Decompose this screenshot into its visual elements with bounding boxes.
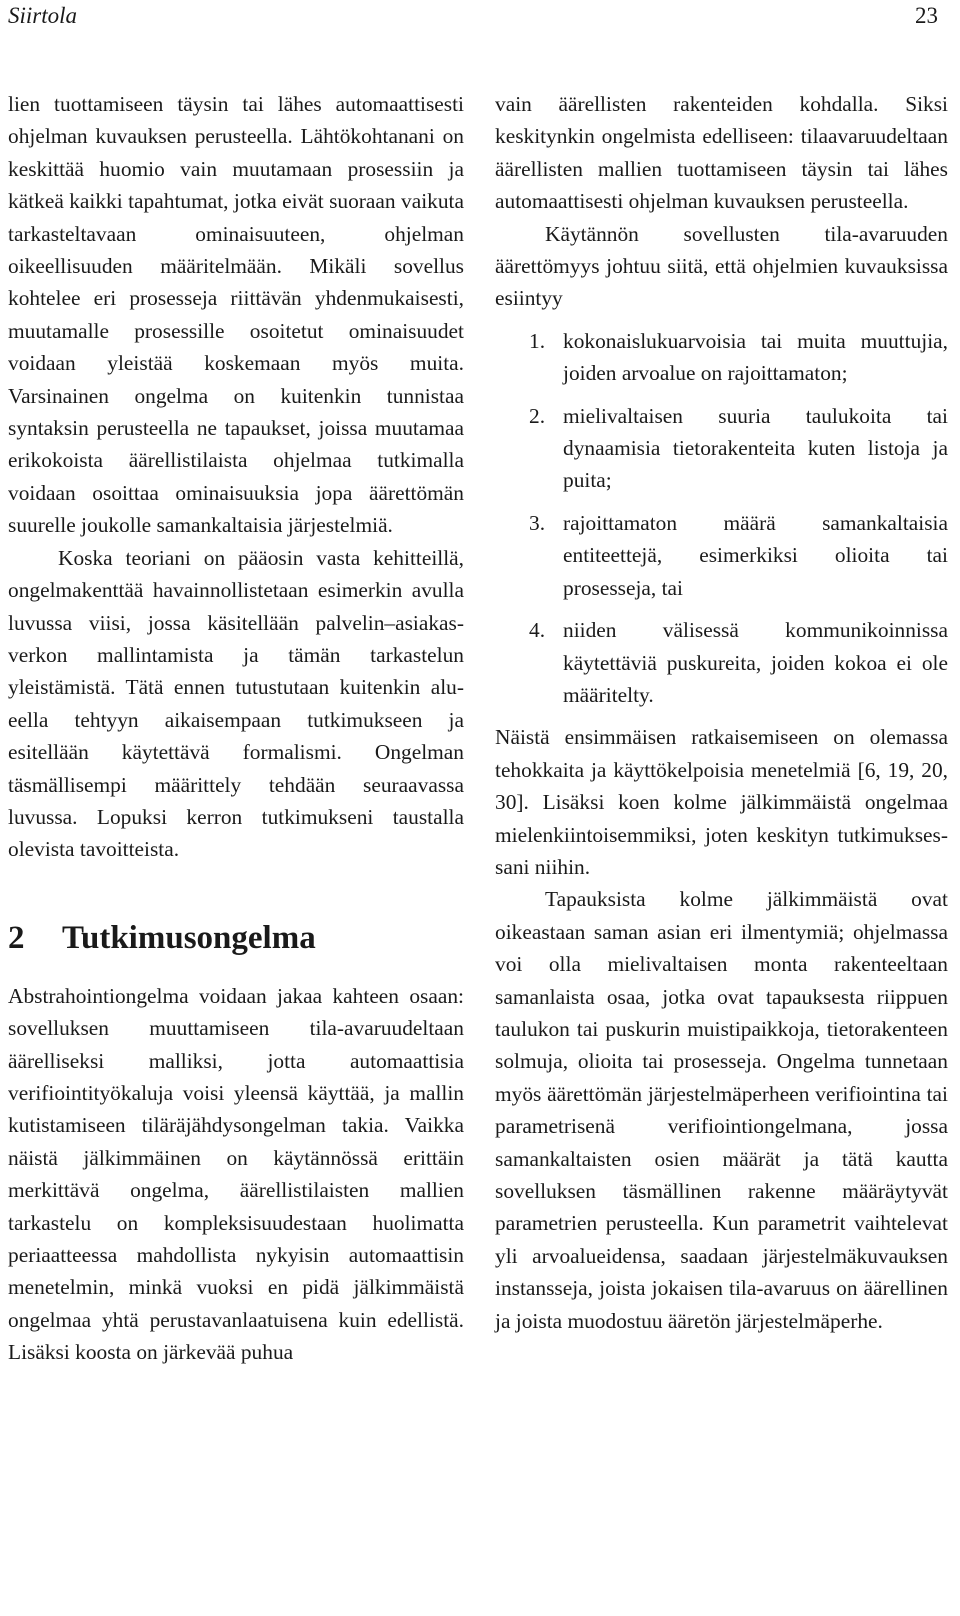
paragraph-right-2: Käytännön sovellusten tila-avaruuden äärettömyys johtuu siitä, että ohjelmien kuvauksissa esiintyy (495, 221, 948, 311)
paragraph-right-4: Tapauksista kolme jälkimmäistä ovat oikeastaan saman asian eri ilmentymiä; ohjelmassa voi olla mielivaltaisen monta rakenteeltaan samanlaista osaa, jotka ovat tapauksesta riippuen taulukon tai puskurin muistipaikkoja, tietorakenteen solmuja, olioita tai prosesseja. Ongelma tunnetaan myös äärettömän järjestelmäperheen verifiointina tai parametrisenä verifiointiongelmana, jossa samankaltaisten osien määrät ja tätä kautta sovelluksen täsmällinen rakenne määräytyvät parametrien perusteella. Kun parametrit vaihtelevat yli arvoalueidensa, saadaan järjestelmäkuvauksen instansseja, joista jokaisen tila-avaruus on äärellinen ja joista muodostuu ääretön järjestelmäperhe. (495, 887, 948, 1333)
section-number: 2 (8, 919, 25, 956)
list-marker: 4. (529, 618, 546, 643)
list-item (495, 325, 948, 390)
list-marker: 2. (529, 403, 546, 428)
section-title: Tutkimusongelma (62, 919, 316, 956)
page-number: 23 (915, 3, 938, 28)
list-item (495, 507, 948, 604)
list-item (495, 400, 948, 497)
right-column (495, 88, 948, 1337)
paragraph-right-1: vain äärellisten rakenteiden kohdalla. Siksi keskitynkin ongelmista edelliseen: tilaavaruudeltaan äärellisten mallien tuottamiseen täysin tai lähes automaattisesti ohjelman kuvauksen perusteella. (495, 92, 948, 214)
paragraph-right-3: Näistä ensimmäisen ratkaisemiseen on olemassa tehokkaita ja käyttökelpoisia menetelmiä [6, 19, 20, 30]. Lisäksi koen kolme jälkimmäistä ongelmaa mielenkiintoisemmiksi, joten keskityn tutkimuksessani niihin. (495, 725, 948, 879)
list-item-text: mielivaltaisen suuria taulukoita tai dynaamisia tietorakenteita kuten listoja ja puita; (563, 403, 948, 493)
paragraph-left-3: Abstrahointiongelma voidaan jakaa kahteen osaan: sovelluksen muuttamiseen tila-avaruudeltaan äärelliseksi malliksi, jotta automaattisia verifiointityökaluja voisi yleensä käyttää, ja mallin kutistamiseen tiläräjähdysongelman takia. Vaikka näistä jälkimmäinen on käytännössä erittäin merkittävä ongelma, äärellistilaisten mallien tarkastelu on kompleksisuudestaan huolimatta periaatteessa mahdollista nykyisin automaattisin menetelmin, minkä vuoksi en pidä jälkimmäistä ongelmaa yhtä perustavanlaatuisena kuin edellistä. Lisäksi koosta on järkevää puhua (8, 983, 464, 1365)
left-column (8, 88, 464, 1369)
list-item-text: kokonaislukuarvoisia tai muita muuttujia, joiden arvoalue on rajoittamaton; (563, 328, 948, 386)
section-heading (8, 918, 464, 958)
enumerated-list (495, 325, 948, 711)
paragraph-left-2: Koska teoriani on pääosin vasta kehitteillä, ongelmakenttää havainnollistetaan esimerkin avulla luvussa viisi, jossa käsitellään palvelin–asiakas-verkon mallintamista ja tämän tarkastelun yleistämistä. Tätä ennen tutustutaan kuitenkin alueella tehtyyn aikaisempaan tutkimukseen ja esitellään käytettävä formalismi. Ongelman täsmällisempi määrittely tehdään seuraavassa luvussa. Lopuksi kerron tutkimukseni taustalla olevista tavoitteista. (8, 545, 464, 862)
list-marker: 3. (529, 510, 546, 535)
page-header (8, 0, 938, 32)
list-item-text: rajoittamaton määrä samankaltaisia entiteettejä, esimerkiksi olioita tai prosesseja, tai (563, 510, 948, 600)
running-title: Siirtola (8, 3, 78, 28)
paragraph-left-1: lien tuottamiseen täysin tai lähes automaattisesti ohjelman kuvauksen perusteella. Lähtökohtanani on keskittää huomio vain muutamaan prosessiin ja kätkeä kaikki tapahtumat, jotka eivät suoraan vaikuta tarkasteltavaan ominaisuuteen, ohjelman oikeellisuuden määritelmään. Mikäli sovellus kohtelee eri prosesseja riittävän yhdenmukaisesti, muutamalle prosessille osoitetut ominaisuudet voidaan yleistää koskemaan myös muita. Varsinainen ongelma on kuitenkin tunnistaa syntaksin perusteella ne tapaukset, joissa muutamaa erikokoista äärellistilaista ohjelmaa tutkimalla voidaan osoittaa ominaisuuksia jopa äärettömän suurelle joukolle samankaltaisia järjestelmiä. (8, 92, 464, 538)
list-marker: 1. (529, 328, 546, 353)
list-item-text: niiden välisessä kommunikoinnissa käytettäviä puskureita, joiden kokoa ei ole määritelty. (563, 618, 948, 707)
list-item (495, 614, 948, 711)
